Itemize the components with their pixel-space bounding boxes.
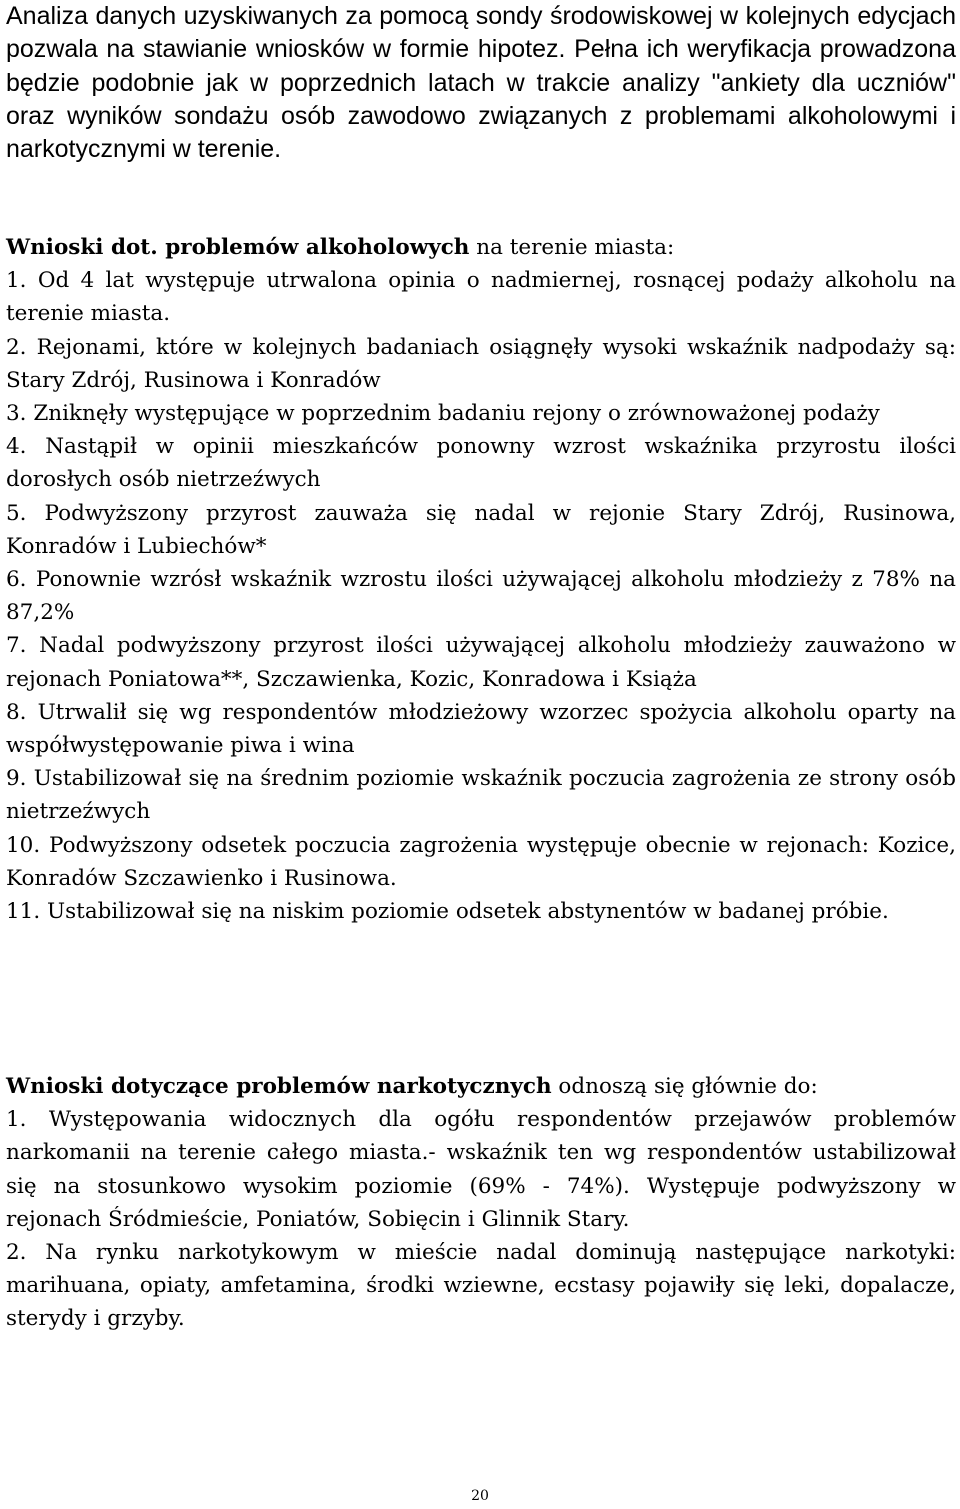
alcohol-item: 8. Utrwalił się wg respondentów młodzieżowy wzorzec spożycia alkoholu oparty na współwystępowanie piwa i wina [6, 699, 956, 759]
drug-conclusions-section [6, 1070, 956, 1336]
alcohol-item: 10. Podwyższony odsetek poczucia zagrożenia występuje obecnie w rejonach: Kozice, Konradów Szczawienko i Rusinowa. [6, 832, 956, 891]
intro-paragraph: Analiza danych uzyskiwanych za pomocą sondy środowiskowej w kolejnych edycjach pozwala na stawianie wniosków w formie hipotez. Pełna ich weryfikacja prowadzona będzie podobnie jak w poprzednich latach w trakcie analizy "ankiety dla uczniów" oraz wyników sondażu osób zawodowo związanych z problemami alkoholowymi i narkotycznymi w terenie. [6, 2, 956, 164]
alcohol-item: 6. Ponownie wzrósł wskaźnik wzrostu ilości używającej alkoholu młodzieży z 78% na 87,2% [6, 567, 956, 626]
alcohol-item: 2. Rejonami, które w kolejnych badaniach osiągnęły wysoki wskaźnik nadpodaży są: Stary Zdrój, Rusinowa i Konradów [6, 334, 956, 393]
alcohol-item: 9. Ustabilizował się na średnim poziomie wskaźnik poczucia zagrożenia ze strony osób nietrzeźwych [6, 766, 956, 825]
alcohol-item: 5. Podwyższony przyrost zauważa się nadal w rejonie Stary Zdrój, Rusinowa, Konradów i Lubiechów* [6, 500, 956, 559]
alcohol-conclusions-section [6, 231, 956, 928]
alcohol-item: 1. Od 4 lat występuje utrwalona opinia o nadmiernej, rosnącej podaży alkoholu na terenie miasta. [6, 268, 956, 327]
drug-item: 2. Na rynku narkotykowym w mieście nadal dominują następujące narkotyki: marihuana, opiaty, amfetamina, środki wziewne, ecstasy pojawiły się leki, dopalacze, sterydy i grzyby. [6, 1240, 956, 1332]
alcohol-heading-bold: Wnioski dot. problemów alkoholowych [6, 235, 470, 260]
alcohol-heading-rest: na terenie miasta: [469, 235, 675, 260]
alcohol-item: 7. Nadal podwyższony przyrost ilości używającej alkoholu młodzieży zauważono w rejonach Poniatowa**, Szczawienka, Kozic, Konradowa i Książa [6, 633, 956, 692]
alcohol-item: 4. Nastąpił w opinii mieszkańców ponowny wzrost wskaźnika przyrostu ilości dorosłych osób nietrzeźwych [6, 434, 956, 493]
drug-heading-rest: odnoszą się głównie do: [551, 1074, 818, 1099]
drug-heading [6, 1070, 956, 1103]
alcohol-item: 11. Ustabilizował się na niskim poziomie odsetek abstynentów w badanej próbie. [6, 899, 889, 925]
drug-item: 1. Występowania widocznych dla ogółu respondentów przejawów problemów narkomanii na terenie całego miasta.- wskaźnik ten wg respondentów ustabilizował się na stosunkowo wysokim poziomie (69% - 74%). Występuje podwyższony w rejonach Śródmieście, Poniatów, Sobięcin i Glinnik Stary. [6, 1107, 956, 1232]
page-number: 20 [471, 1488, 489, 1504]
alcohol-item: 3. Zniknęły występujące w poprzednim badaniu rejony o zrównoważonej podaży [6, 401, 880, 427]
drug-heading-bold: Wnioski dotyczące problemów narkotycznych [6, 1074, 552, 1099]
alcohol-heading [6, 231, 956, 264]
